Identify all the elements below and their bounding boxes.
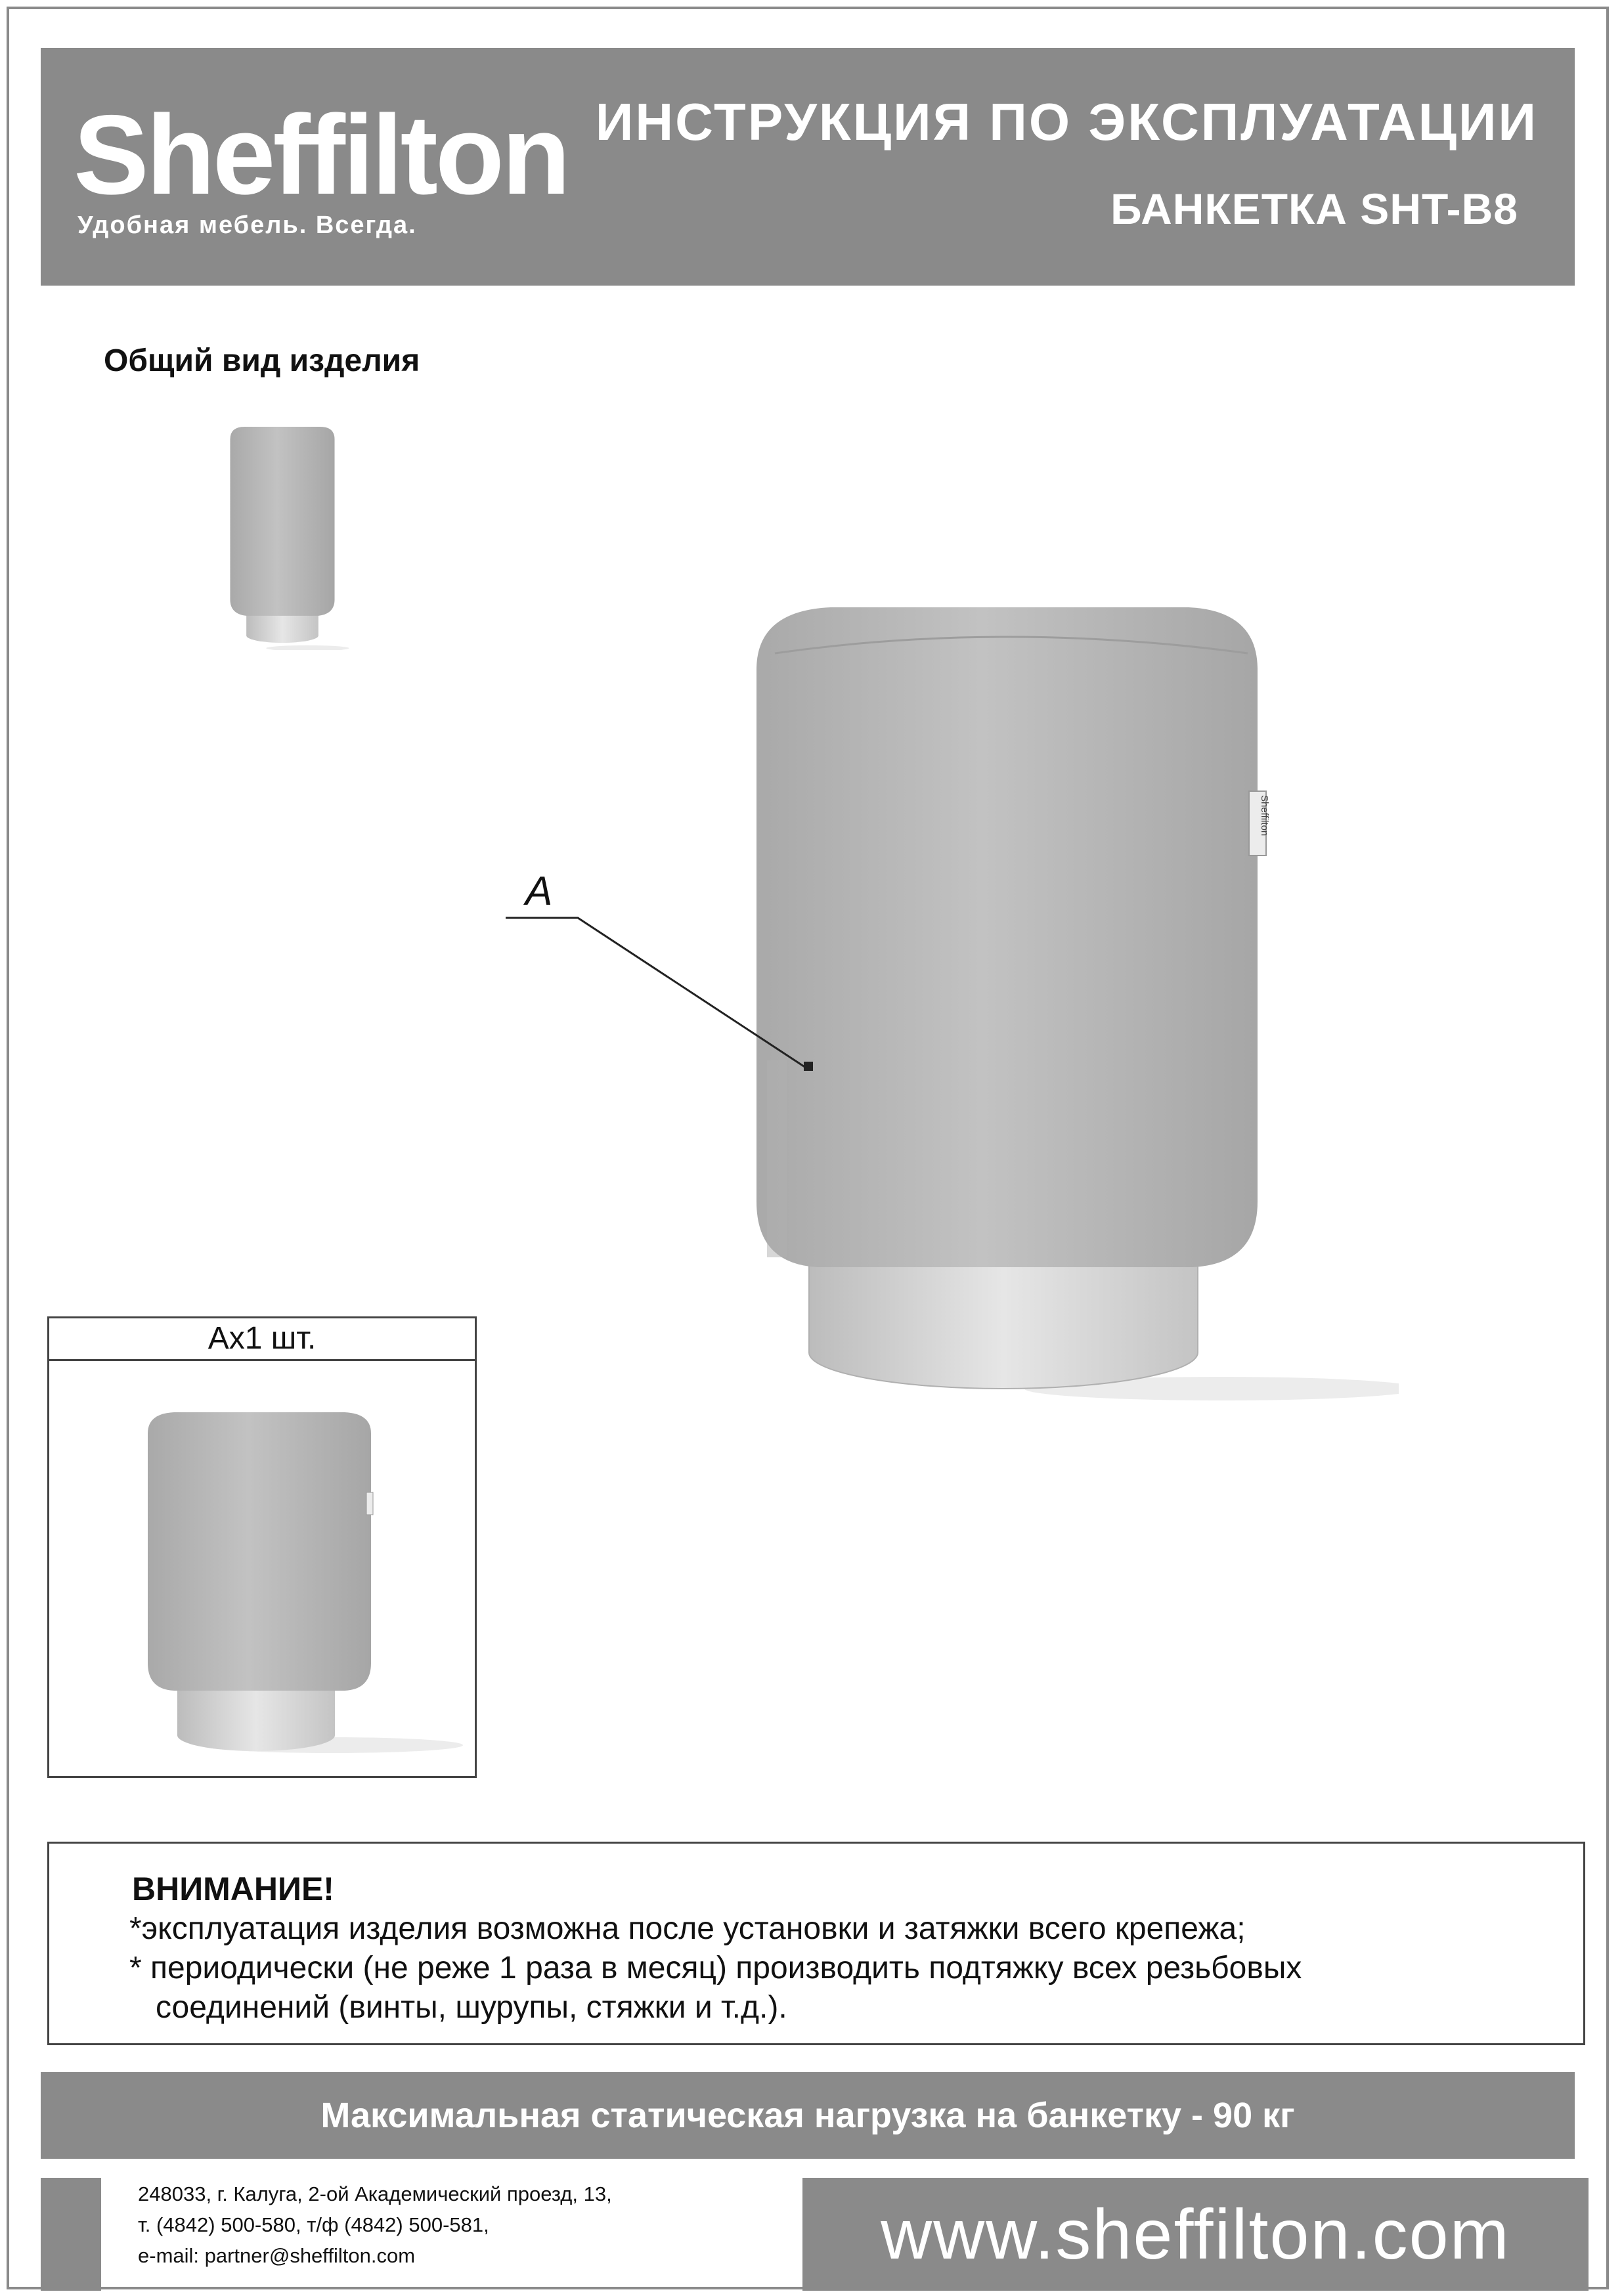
warning-box xyxy=(47,1842,1585,2045)
phone-line: т. (4842) 500-580, т/ф (4842) 500-581, xyxy=(138,2213,489,2236)
parts-box xyxy=(47,1316,477,1778)
address-line: 248033, г. Калуга, 2-ой Академический проезд, 13, xyxy=(138,2182,612,2205)
email-line: e-mail: partner@sheffilton.com xyxy=(138,2244,416,2267)
product-thumbnail xyxy=(190,427,374,650)
warning-title: ВНИМАНИЕ! xyxy=(132,1871,334,1907)
warning-line: *эксплуатация изделия возможна после установки и затяжки всего крепежа; xyxy=(129,1911,1246,1946)
document-title: ИНСТРУКЦИЯ ПО ЭКСПЛУАТАЦИИ xyxy=(595,93,1538,151)
parts-quantity: Ax1 шт. xyxy=(49,1318,475,1361)
callout-leader xyxy=(499,906,827,1077)
parts-image xyxy=(49,1361,475,1775)
product-main-image xyxy=(749,607,1399,1402)
max-load-banner: Максимальная статическая нагрузка на банкетку - 90 кг xyxy=(41,2072,1575,2159)
product-title: БАНКЕТКА SHT-B8 xyxy=(1110,184,1518,233)
overview-title: Общий вид изделия xyxy=(104,343,420,378)
brand-slogan: Удобная мебель. Всегда. xyxy=(77,211,417,239)
brand-logo: Sheffilton xyxy=(74,92,568,218)
brand-tag-text: Sheffilton xyxy=(1259,795,1270,836)
warning-line: * периодически (не реже 1 раза в месяц) производить подтяжку всех резьбовых xyxy=(129,1951,1302,1985)
website-link[interactable]: www.sheffilton.com xyxy=(802,2178,1589,2291)
warning-line: соединений (винты, шурупы, стяжки и т.д.). xyxy=(129,1990,787,2025)
footer-square xyxy=(41,2178,101,2291)
callout-label-a: A xyxy=(525,869,553,914)
company-address xyxy=(138,2178,612,2271)
